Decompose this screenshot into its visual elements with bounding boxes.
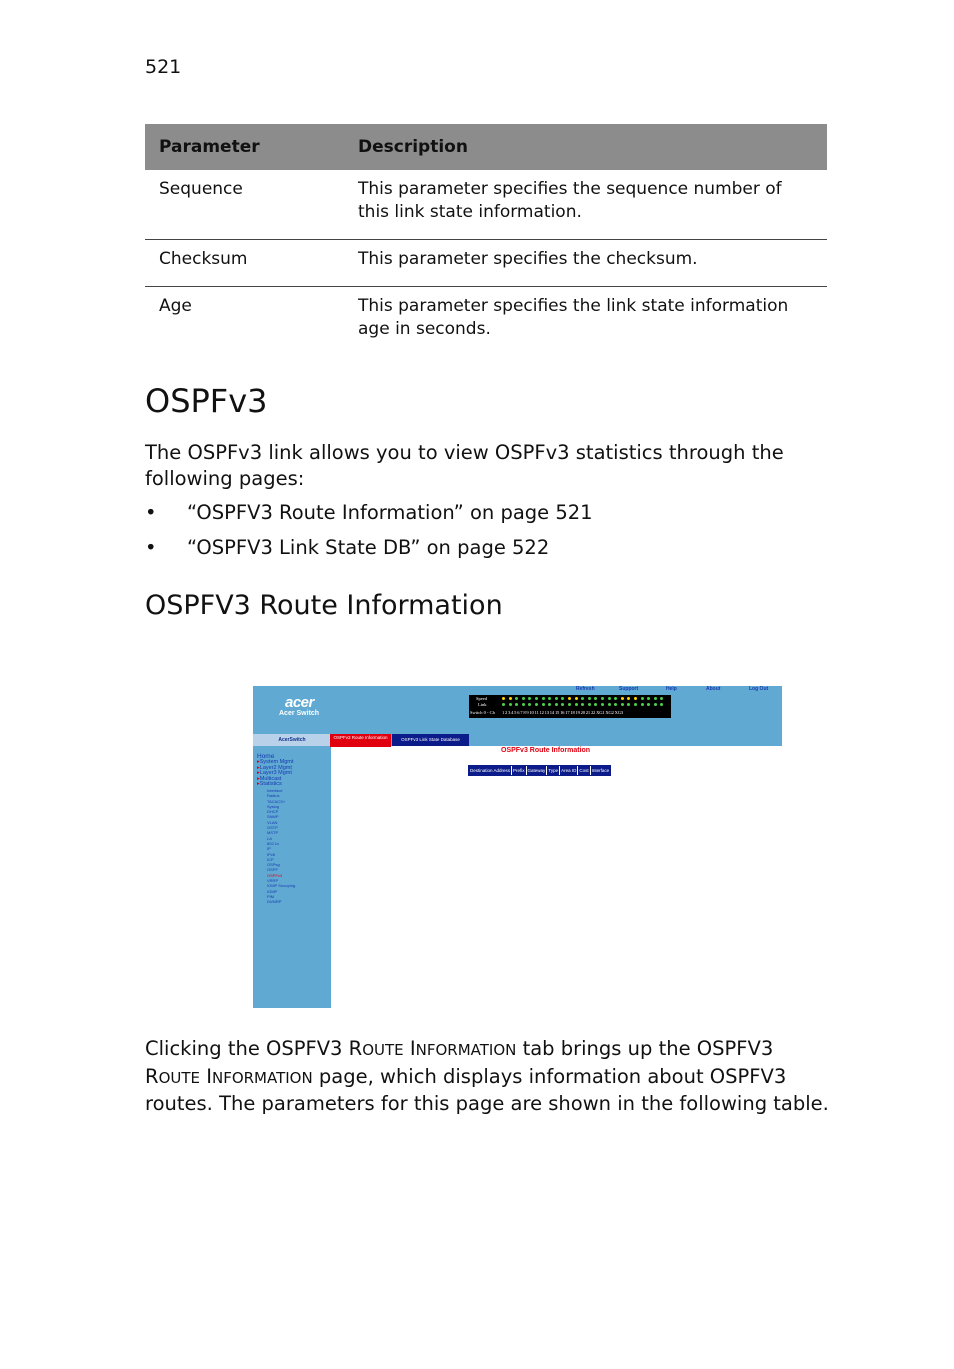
table-cell: This parameter specifies the link state information age in seconds. bbox=[358, 296, 789, 339]
nav-subitem[interactable]: VLAN bbox=[267, 819, 278, 825]
speed-led-icon bbox=[528, 697, 531, 700]
speed-led-icon bbox=[627, 697, 630, 700]
speed-led-icon bbox=[502, 697, 505, 700]
speed-led-icon bbox=[641, 697, 644, 700]
speed-led-icon bbox=[621, 697, 624, 700]
speed-led-icon bbox=[634, 697, 637, 700]
arrow-icon: ▸ bbox=[257, 770, 260, 777]
nav-home[interactable]: Home bbox=[257, 753, 275, 760]
nav-subitem[interactable]: OSPsg bbox=[267, 862, 280, 868]
link-led-icon bbox=[548, 703, 551, 706]
nav-subitem[interactable]: ICP bbox=[267, 856, 274, 862]
speed-led-icon bbox=[542, 697, 545, 700]
body-paragraph bbox=[145, 1036, 830, 1117]
speed-led-icon bbox=[509, 697, 512, 700]
nav-subitem[interactable]: IGMP bbox=[267, 888, 278, 894]
nav-item-label: System Mgmt bbox=[259, 759, 294, 765]
arrow-icon: ▸ bbox=[257, 759, 260, 765]
speed-led-icon bbox=[548, 697, 551, 700]
link-led-icon bbox=[634, 703, 637, 706]
column-header: Destination Address bbox=[470, 768, 511, 773]
nav-subitem[interactable]: DHCP bbox=[267, 809, 279, 815]
nav-subitem[interactable]: IP bbox=[267, 846, 271, 852]
nav-subitem[interactable]: Radius bbox=[267, 793, 280, 799]
nav-subitem[interactable]: TACACS+ bbox=[267, 798, 286, 804]
acer-logo: acer bbox=[285, 694, 314, 711]
speed-led-icon bbox=[608, 697, 611, 700]
list-item-text: “OSPFV3 Route Information” on page 521 bbox=[187, 501, 593, 524]
speed-led-icon bbox=[515, 697, 518, 700]
arrow-icon: ▸ bbox=[257, 775, 260, 782]
text-run: OUTE bbox=[362, 1041, 404, 1059]
table-cell: Age bbox=[159, 296, 192, 316]
nav-subitem[interactable]: IPv6 bbox=[267, 851, 276, 857]
nav-item-label: Layer3 Mgmt bbox=[259, 770, 292, 777]
port-status-panel bbox=[469, 695, 671, 718]
nav-subitem[interactable]: 802.1x bbox=[267, 840, 280, 846]
arrow-icon: ▸ bbox=[257, 781, 260, 788]
table-cell: This parameter specifies the sequence number of this link state information. bbox=[344, 170, 827, 240]
link-led-icon bbox=[627, 703, 630, 706]
sidebar-tab-acerswitch[interactable]: AcerSwitch bbox=[253, 734, 331, 746]
link-led-icon bbox=[575, 703, 578, 706]
nav-item-label: Multicast bbox=[259, 775, 282, 782]
nav-subitem[interactable]: OSPFv3 bbox=[267, 872, 283, 878]
speed-led-icon bbox=[614, 697, 617, 700]
link-led-icon bbox=[608, 703, 611, 706]
nav-subitem[interactable]: DVMRP bbox=[267, 899, 282, 905]
text-run: I bbox=[206, 1064, 212, 1088]
sidebar-nav bbox=[257, 753, 295, 905]
bullet-icon: • bbox=[145, 536, 157, 559]
list-item bbox=[145, 535, 593, 570]
logo-subtitle: Acer Switch bbox=[279, 710, 320, 717]
speed-led-icon bbox=[581, 697, 584, 700]
text-run: Clicking the OSPFV3 bbox=[145, 1037, 349, 1060]
table-header-row bbox=[145, 124, 827, 170]
text-run: OUTE bbox=[158, 1068, 200, 1087]
speed-led-icon bbox=[555, 697, 558, 700]
content-title: OSPFv3 Route Information bbox=[501, 747, 591, 754]
link-led-icon bbox=[654, 703, 657, 706]
subsection-title: OSPFV3 Route Information bbox=[145, 590, 503, 621]
support-link[interactable]: Support bbox=[619, 686, 639, 692]
column-header: Area ID bbox=[561, 768, 577, 773]
about-link[interactable]: About bbox=[706, 686, 721, 692]
table-row bbox=[145, 240, 827, 287]
link-led-icon bbox=[594, 703, 597, 706]
text-run: tab brings up the OSPFV3 bbox=[516, 1037, 774, 1060]
nav-subitem[interactable]: OSPF bbox=[267, 867, 278, 873]
column-header: Description bbox=[344, 124, 827, 170]
speed-led-icon bbox=[561, 697, 564, 700]
tab-route-information[interactable]: OSPFv3 Route Information bbox=[330, 734, 391, 747]
link-led-icon bbox=[660, 703, 663, 706]
column-header: Parameter bbox=[145, 124, 344, 170]
nav-item-label: Statistics bbox=[259, 781, 282, 788]
link-led-icon bbox=[647, 703, 650, 706]
table-cell: Sequence bbox=[145, 170, 344, 240]
link-label: Link bbox=[478, 702, 487, 707]
text-run: NFORMATION bbox=[211, 1068, 313, 1087]
speed-led-icon bbox=[575, 697, 578, 700]
logout-link[interactable]: Log Out bbox=[749, 686, 769, 692]
table-cell: This parameter specifies the checksum. bbox=[344, 240, 827, 287]
tab-link-state-database[interactable]: OSPFv3 Link State Database bbox=[392, 734, 469, 746]
nav-subitem[interactable]: PIM bbox=[267, 893, 275, 899]
intro-paragraph: The OSPFv3 link allows you to view OSPFv3 statistics through the following pages: bbox=[145, 441, 784, 490]
parameter-table bbox=[145, 124, 827, 356]
nav-subitem[interactable]: LA bbox=[267, 835, 272, 841]
speed-led-icon bbox=[647, 697, 650, 700]
link-led-icon bbox=[555, 703, 558, 706]
ospfv3-route-screenshot bbox=[253, 686, 782, 1008]
column-header: Cost bbox=[579, 768, 589, 773]
column-header: Interface bbox=[591, 768, 610, 773]
port-numbers: 1 2 3 4 5 6 7 8 9 10 11 12 13 14 15 16 17 18 19 20 21 22 XG1 XG2 XG3 bbox=[502, 710, 623, 715]
text-run: page, which displays information about OSPFV3 routes. The parameters for this page are shown in the following table. bbox=[145, 1064, 829, 1115]
speed-label: Speed bbox=[476, 696, 487, 701]
list-item bbox=[145, 500, 593, 535]
nav-subitem[interactable]: Interface bbox=[267, 787, 283, 793]
nav-item-label: Layer2 Mgmt bbox=[259, 764, 292, 771]
list-item-text: “OSPFV3 Link State DB” on page 522 bbox=[187, 536, 550, 559]
nav-subitem[interactable]: Syslog bbox=[267, 803, 280, 809]
help-link[interactable]: Help bbox=[666, 686, 677, 692]
speed-led-icon bbox=[522, 697, 525, 700]
speed-led-icon bbox=[535, 697, 538, 700]
link-led-icon bbox=[614, 703, 617, 706]
link-led-icon bbox=[568, 703, 571, 706]
bullet-icon: • bbox=[145, 501, 157, 524]
nav-subitem[interactable]: IGMP Snooping bbox=[267, 883, 296, 889]
nav-subitem[interactable]: VRRP bbox=[267, 878, 279, 884]
link-led-icon bbox=[641, 703, 644, 706]
switch-label: Switch 0 - Ch bbox=[470, 710, 495, 715]
link-led-icon bbox=[502, 703, 505, 706]
text-run: R bbox=[145, 1064, 159, 1088]
speed-led-icon bbox=[588, 697, 591, 700]
speed-led-icon bbox=[654, 697, 657, 700]
link-led-icon bbox=[535, 703, 538, 706]
link-led-icon bbox=[581, 703, 584, 706]
text-run: R bbox=[348, 1037, 363, 1060]
route-table-header bbox=[468, 765, 611, 776]
link-led-icon bbox=[528, 703, 531, 706]
nav-subitem[interactable]: MSTP bbox=[267, 830, 279, 836]
speed-led-icon bbox=[594, 697, 597, 700]
column-header: Gateway bbox=[527, 768, 546, 773]
link-led-icon bbox=[542, 703, 545, 706]
text-run: NFORMATION bbox=[415, 1041, 517, 1059]
link-led-icon bbox=[509, 703, 512, 706]
table-cell: Checksum bbox=[145, 240, 344, 287]
speed-led-icon bbox=[601, 697, 604, 700]
refresh-link[interactable]: Refresh bbox=[576, 686, 595, 692]
page-link-list bbox=[145, 500, 593, 570]
table-row bbox=[145, 170, 827, 240]
speed-led-icon bbox=[568, 697, 571, 700]
link-led-icon bbox=[561, 703, 564, 706]
link-led-icon bbox=[515, 703, 518, 706]
arrow-icon: ▸ bbox=[257, 764, 260, 771]
section-title: OSPFv3 bbox=[145, 382, 268, 420]
link-led-icon bbox=[588, 703, 591, 706]
link-led-icon bbox=[522, 703, 525, 706]
column-header: Type bbox=[548, 768, 559, 773]
link-led-icon bbox=[621, 703, 624, 706]
nav-subitem[interactable]: SNMP bbox=[267, 814, 279, 820]
page-number: 521 bbox=[145, 56, 182, 78]
link-led-icon bbox=[601, 703, 604, 706]
speed-led-icon bbox=[660, 697, 663, 700]
column-header: Prefix bbox=[513, 768, 525, 773]
nav-subitem[interactable]: GSTP bbox=[267, 825, 278, 831]
table-row bbox=[145, 287, 827, 357]
text-run: I bbox=[409, 1037, 416, 1060]
